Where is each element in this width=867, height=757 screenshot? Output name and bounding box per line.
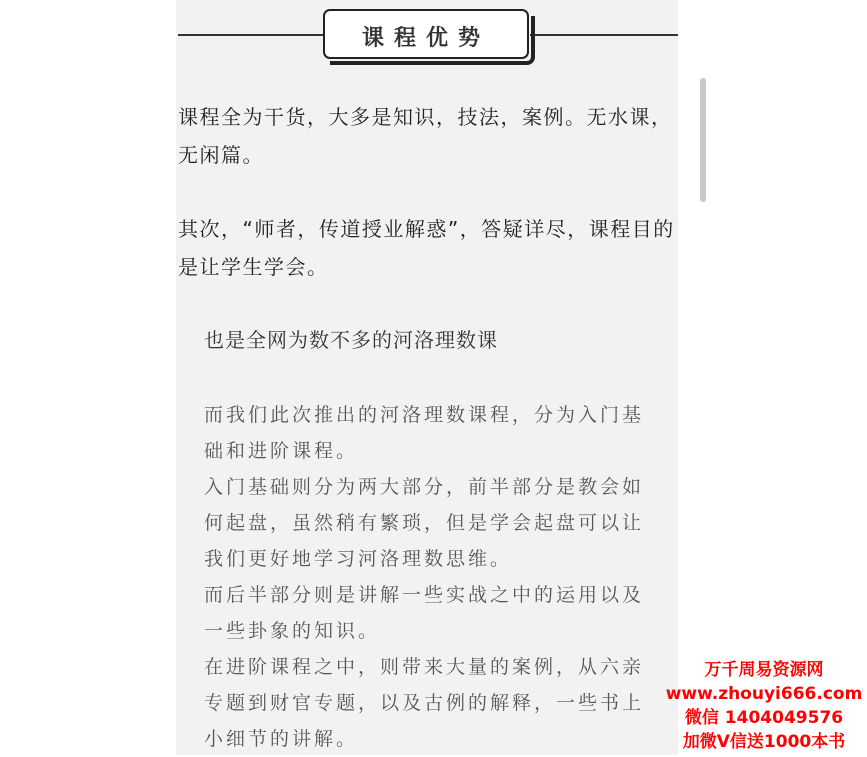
intro-paragraph-2: 其次，“师者，传道授业解惑”，答疑详尽，课程目的是让学生学会。	[178, 217, 675, 279]
watermark	[664, 658, 864, 754]
title-divider-right	[530, 34, 678, 36]
section-subheading: 也是全网为数不多的河洛理数课	[204, 328, 498, 352]
title-badge	[323, 9, 529, 59]
body-paragraph-1: 而我们此次推出的河洛理数课程，分为入门基础和进阶课程。	[204, 404, 645, 462]
body-paragraph-4: 在进阶课程之中，则带来大量的案例，从六亲专题到财官专题，以及古例的解释，一些书上小细节的讲解。	[204, 656, 645, 750]
page-title: 课程优势	[361, 26, 490, 51]
watermark-line-4: 加微V信送1000本书	[682, 732, 846, 752]
scrollbar-thumb[interactable]	[700, 78, 706, 202]
watermark-line-2: www.zhouyi666.com	[665, 684, 863, 704]
body-paragraph-2: 入门基础则分为两大部分，前半部分是教会如何起盘，虽然稍有繁琐，但是学会起盘可以让我们更好地学习河洛理数思维。	[204, 476, 645, 570]
section-body	[204, 397, 664, 757]
watermark-line-1: 万千周易资源网	[704, 660, 824, 680]
intro-paragraph-1: 课程全为干货，大多是知识，技法，案例。无水课，无闲篇。	[178, 105, 673, 167]
body-paragraph-3: 而后半部分则是讲解一些实战之中的运用以及一些卦象的知识。	[204, 584, 645, 642]
title-divider-left	[178, 34, 326, 36]
watermark-line-3: 微信 1404049576	[684, 708, 844, 728]
